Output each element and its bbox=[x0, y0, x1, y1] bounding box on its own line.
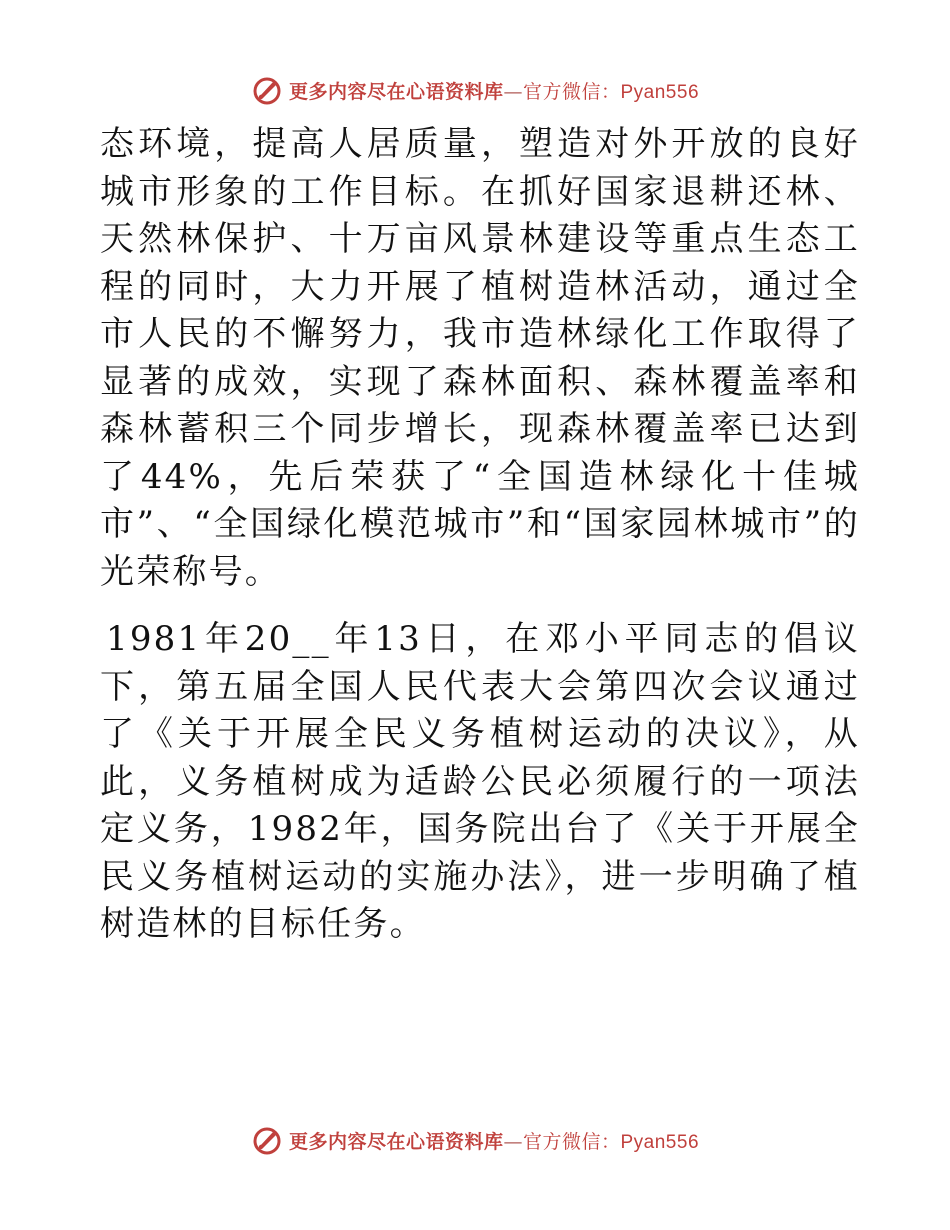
header-banner-separator: — bbox=[503, 80, 523, 103]
brush-seal-icon bbox=[251, 1124, 283, 1156]
paragraph-2: 1981年20__年13日，在邓小平同志的倡议下，第五届全国人民代表大会第四次会议通过了《关于开展全民义务植树运动的决议》，从此，义务植树成为适龄公民必须履行的一项法定义务，1982年，国务院出台了《关于开展全民义务植树运动的实施办法》，进一步明确了植树造林的目标任务。 bbox=[100, 619, 860, 944]
brush-seal-icon bbox=[251, 74, 283, 106]
header-banner-text bbox=[289, 77, 699, 104]
header-banner-wechat-id: Pyan556 bbox=[620, 81, 700, 103]
footer-banner-wechat-id: Pyan556 bbox=[620, 1131, 700, 1153]
footer-banner-wechat-label: 官方微信： bbox=[522, 1130, 621, 1153]
footer-banner-title: 更多内容尽在心语资料库 bbox=[288, 1130, 504, 1153]
header-banner-wechat-label: 官方微信： bbox=[522, 80, 621, 103]
footer-banner-text bbox=[289, 1127, 699, 1154]
header-banner-title: 更多内容尽在心语资料库 bbox=[288, 80, 504, 103]
document-body bbox=[100, 121, 860, 949]
paragraph-1: 态环境，提高人居质量，塑造对外开放的良好城市形象的工作目标。在抓好国家退耕还林、天然林保护、十万亩风景林建设等重点生态工程的同时，大力开展了植树造林活动，通过全市人民的不懈努力，我市造林绿化工作取得了显著的成效，实现了森林面积、森林覆盖率和森林蓄积三个同步增长，现森林覆盖率已达到了44%，先后荣获了“全国造林绿化十佳城市”、“全国绿化模范城市”和“国家园林城市”的光荣称号。 bbox=[100, 124, 860, 592]
footer-banner-separator: — bbox=[503, 1130, 523, 1153]
header-banner bbox=[0, 70, 950, 110]
footer-banner bbox=[0, 1120, 950, 1160]
